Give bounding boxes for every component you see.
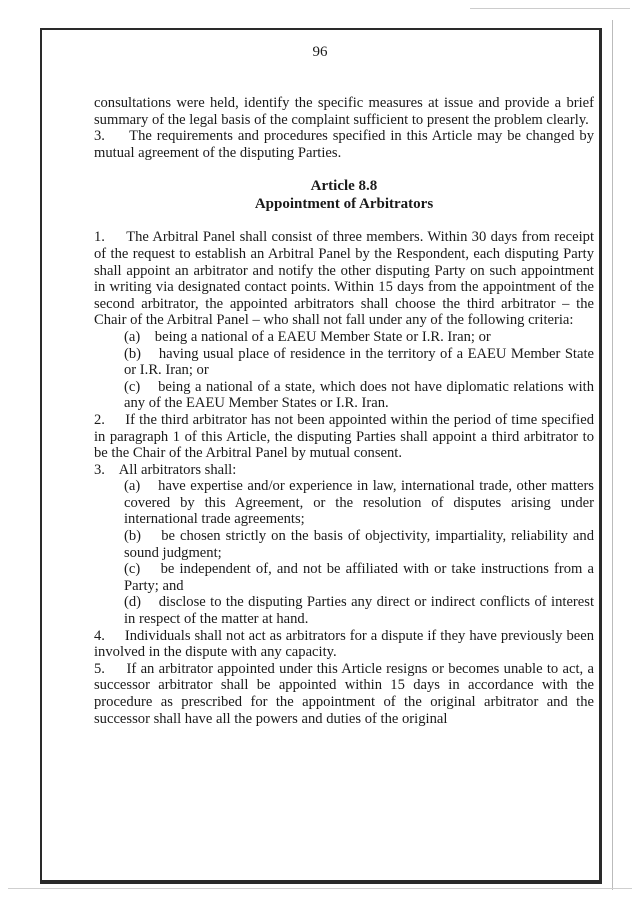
- paragraph-3-c: (c) be independent of, and not be affiliated with or take instructions from a Party; and: [124, 561, 594, 594]
- page-number: 96: [312, 44, 328, 60]
- scan-edge-top: [470, 8, 630, 9]
- paragraph-1: 1. The Arbitral Panel shall consist of three members. Within 30 days from receipt of the request to establish an Arbitral Panel by the Respondent, each disputing Party shall appoint an arbitrator and notify the other disputing Party on such appointment in writing via designated contact points. Within 15 days from the appointment of the second arbitrator, the appointed arbitrators shall choose the third arbitrator – the Chair of the Arbitral Panel – who shall not fall under any of the following criteria:: [94, 229, 594, 329]
- scan-edge-bottom: [8, 888, 632, 889]
- paragraph-2: 2. If the third arbitrator has not been appointed within the period of time specified in paragraph 1 of this Article, the disputing Parties shall appoint a third arbitrator to be the Chair of the Arbitral Panel by mutual consent.: [94, 411, 594, 462]
- paragraph-4: 4. Individuals shall not act as arbitrators for a dispute if they have previously been involved in the dispute with any capacity.: [94, 627, 594, 661]
- paragraph-1-c: (c) being a national of a state, which does not have diplomatic relations with any of the EAEU Member States or I.R. Iran.: [124, 378, 594, 412]
- spacer: [94, 161, 594, 177]
- paragraph-3-a: (a) have expertise and/or experience in law, international trade, other matters covered by this Agreement, or the resolution of disputes arising under international trade agreements;: [124, 478, 594, 528]
- paragraph-3-b: (b) be chosen strictly on the basis of objectivity, impartiality, reliability and sound judgment;: [124, 528, 594, 561]
- paragraph-1-b: (b) having usual place of residence in the territory of a EAEU Member State or I.R. Iran; or: [124, 345, 594, 379]
- scan-edge-right: [612, 20, 613, 890]
- paragraph-5: 5. If an arbitrator appointed under this Article resigns or becomes unable to act, a successor arbitrator shall be appointed within 15 days in accordance with the procedure as prescribed for the appointment of the original arbitrator and the successor shall have all the powers and duties of the original: [94, 660, 594, 727]
- article-number: Article 8.8: [310, 178, 378, 195]
- document-body: [94, 95, 594, 727]
- continuation-text: consultations were held, identify the specific measures at issue and provide a brief summary of the legal basis of the complaint sufficient to present the problem clearly.: [94, 95, 594, 128]
- paragraph-3-previous: 3. The requirements and procedures specified in this Article may be changed by mutual agreement of the disputing Parties.: [94, 128, 594, 161]
- paragraph-3: 3. All arbitrators shall:: [94, 461, 237, 478]
- paragraph-3-d: (d) disclose to the disputing Parties any direct or indirect conflicts of interest in respect of the matter at hand.: [124, 594, 594, 628]
- paragraph-1-a: (a) being a national of a EAEU Member State or I.R. Iran; or: [124, 328, 491, 345]
- article-title: Appointment of Arbitrators: [254, 196, 434, 213]
- spacer: [94, 213, 594, 229]
